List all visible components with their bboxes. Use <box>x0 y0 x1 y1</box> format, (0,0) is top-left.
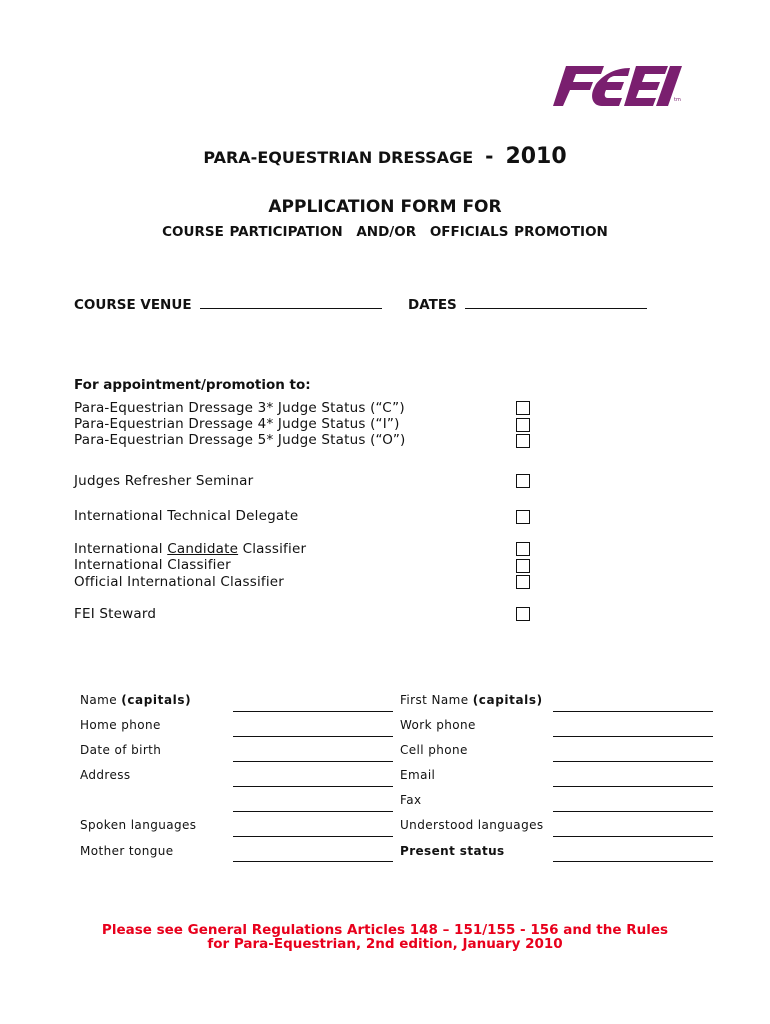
spoken-languages-field[interactable] <box>233 836 393 837</box>
candidate-post: Classifier <box>238 541 307 557</box>
regulations-note <box>0 923 770 951</box>
candidate-underlined: Candidate <box>167 541 239 557</box>
option-label-refresher-seminar: Judges Refresher Seminar <box>74 473 254 489</box>
checkbox-refresher-seminar[interactable] <box>516 474 530 488</box>
dates-field[interactable] <box>465 295 647 309</box>
form-purpose <box>0 224 770 240</box>
mother-tongue-field[interactable] <box>233 861 393 862</box>
option-label-fei-steward: FEI Steward <box>74 606 157 622</box>
candidate-pre: International <box>74 541 168 557</box>
fax-label: Fax <box>400 793 422 807</box>
title-dash: - <box>485 144 494 168</box>
checkbox-3star-judge[interactable] <box>516 401 530 415</box>
name-field[interactable] <box>233 711 393 712</box>
purpose-course: COURSE PARTICIPATION <box>162 224 343 240</box>
name-label <box>80 693 191 707</box>
option-label-official-classifier: Official International Classifier <box>74 574 285 590</box>
checkbox-fei-steward[interactable] <box>516 607 530 621</box>
first-name-label-text: First Name <box>400 693 469 707</box>
form-title-text: PARA-EQUESTRIAN DRESSAGE <box>203 148 474 167</box>
email-label: Email <box>400 768 436 782</box>
option-label-3star-judge: Para-Equestrian Dressage 3* Judge Status (“C”) <box>74 400 405 416</box>
home-phone-label: Home phone <box>80 718 161 732</box>
work-phone-label: Work phone <box>400 718 476 732</box>
form-subtitle: APPLICATION FORM FOR <box>268 197 502 217</box>
checkbox-technical-delegate[interactable] <box>516 510 530 524</box>
option-label-4star-judge: Para-Equestrian Dressage 4* Judge Status (“I”) <box>74 416 400 432</box>
course-venue-row <box>74 295 382 313</box>
email-field[interactable] <box>553 786 713 787</box>
address-label: Address <box>80 768 131 782</box>
home-phone-field[interactable] <box>233 736 393 737</box>
date-of-birth-label: Date of birth <box>80 743 162 757</box>
understood-languages-field[interactable] <box>553 836 713 837</box>
course-venue-field[interactable] <box>200 295 382 309</box>
form-title <box>0 144 770 169</box>
understood-languages-label: Understood languages <box>400 818 544 832</box>
checkbox-international-classifier[interactable] <box>516 559 530 573</box>
purpose-officials: OFFICIALS PROMOTION <box>429 224 608 240</box>
purpose-andor: AND/OR <box>356 224 417 240</box>
address-field-line2[interactable] <box>233 811 393 812</box>
option-label-candidate-classifier <box>74 541 306 557</box>
present-status-label: Present status <box>400 844 505 858</box>
cell-phone-field[interactable] <box>553 761 713 762</box>
first-name-label <box>400 693 543 707</box>
checkbox-official-classifier[interactable] <box>516 575 530 589</box>
form-year: 2010 <box>505 144 567 169</box>
date-of-birth-field[interactable] <box>233 761 393 762</box>
cell-phone-label: Cell phone <box>400 743 468 757</box>
option-label-international-classifier: International Classifier <box>74 557 231 573</box>
checkbox-5star-judge[interactable] <box>516 434 530 448</box>
name-caps: (capitals) <box>121 693 192 707</box>
trademark-mark: tm <box>674 97 681 103</box>
work-phone-field[interactable] <box>553 736 713 737</box>
course-venue-label: COURSE VENUE <box>74 297 192 313</box>
dates-label: DATES <box>408 297 457 313</box>
checkbox-candidate-classifier[interactable] <box>516 542 530 556</box>
dates-row <box>408 295 647 313</box>
fax-field[interactable] <box>553 811 713 812</box>
fei-logo <box>552 62 684 108</box>
first-name-field[interactable] <box>553 711 713 712</box>
present-status-field[interactable] <box>553 861 713 862</box>
regulations-note-line1: Please see General Regulations Articles 148 – 151/155 - 156 and the Rules <box>101 922 669 938</box>
name-label-text: Name <box>80 693 118 707</box>
appointment-heading: For appointment/promotion to: <box>74 377 311 393</box>
checkbox-4star-judge[interactable] <box>516 418 530 432</box>
option-label-technical-delegate: International Technical Delegate <box>74 508 299 524</box>
regulations-note-line2: for Para-Equestrian, 2nd edition, January 2010 <box>207 936 563 952</box>
mother-tongue-label: Mother tongue <box>80 844 174 858</box>
address-field-line1[interactable] <box>233 786 393 787</box>
first-name-caps: (capitals) <box>472 693 543 707</box>
spoken-languages-label: Spoken languages <box>80 818 197 832</box>
option-label-5star-judge: Para-Equestrian Dressage 5* Judge Status (“O”) <box>74 432 406 448</box>
